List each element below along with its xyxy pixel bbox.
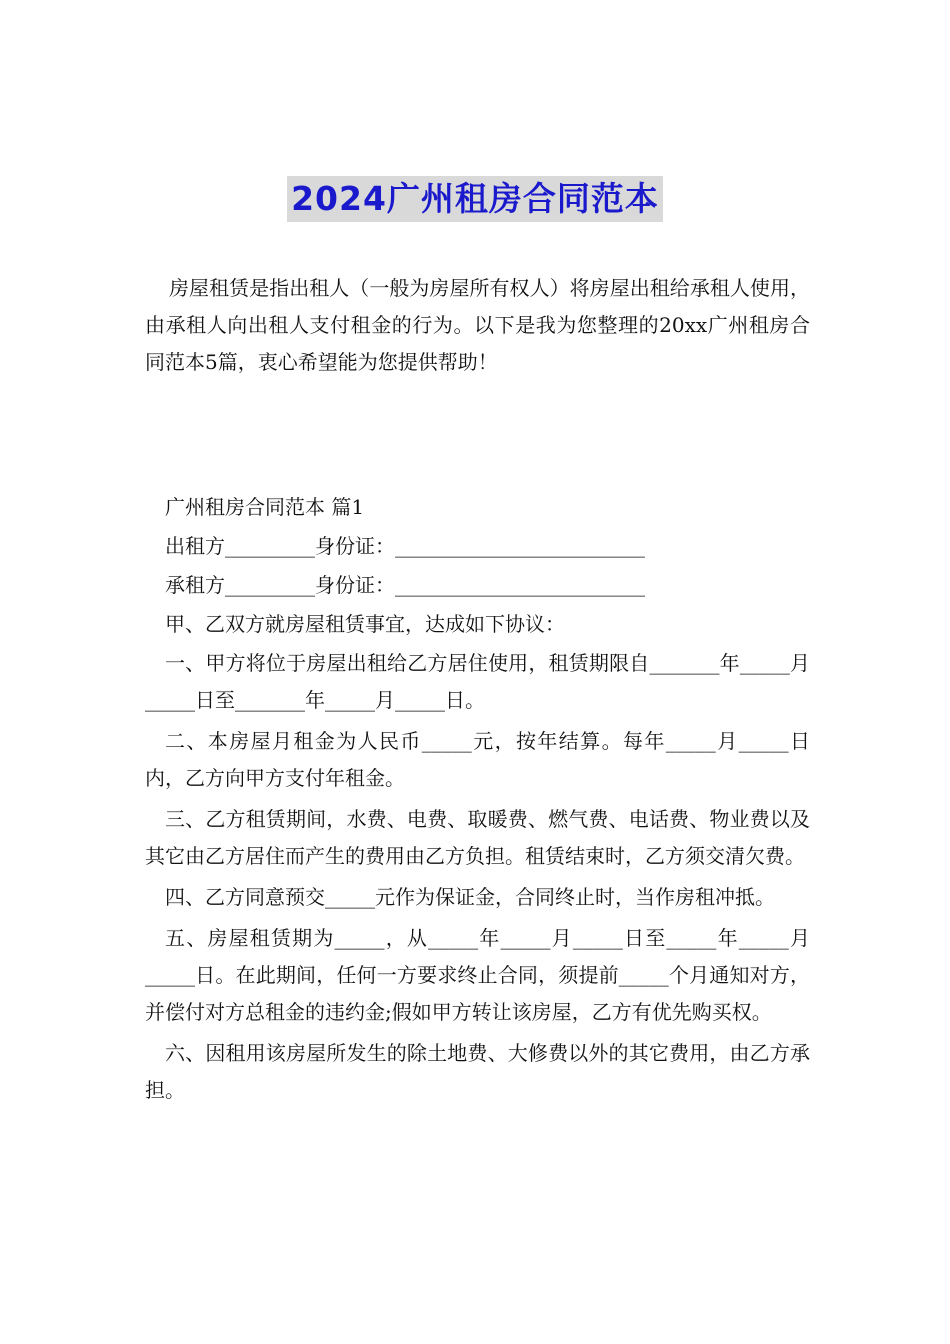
contract-body bbox=[145, 489, 810, 1109]
clause-4: 四、乙方同意预交_____元作为保证金，合同终止时，当作房租冲抵。 bbox=[165, 885, 775, 909]
section-heading: 广州租房合同范本 篇1 bbox=[165, 495, 365, 519]
clause-6: 六、因租用该房屋所发生的除土地费、大修费以外的其它费用，由乙方承担。 bbox=[145, 1041, 810, 1102]
lessor-line: 出租方_________身份证：_________________________ bbox=[165, 534, 645, 558]
agreement-intro: 甲、乙双方就房屋租赁事宜，达成如下协议： bbox=[165, 612, 565, 636]
title-container bbox=[0, 176, 950, 222]
clause-3: 三、乙方租赁期间，水费、电费、取暖费、燃气费、电话费、物业费以及其它由乙方居住而产生的费用由乙方负担。租赁结束时，乙方须交清欠费。 bbox=[145, 807, 810, 868]
document-title: 2024广州租房合同范本 bbox=[287, 176, 663, 222]
lessee-line: 承租方_________身份证：_________________________ bbox=[165, 573, 645, 597]
clause-5: 五、房屋租赁期为_____，从_____年_____月_____日至_____年_____月_____日。在此期间，任何一方要求终止合同，须提前_____个月通知对方，并偿付对方总租金的违约金;假如甲方转让该房屋，乙方有优先购买权。 bbox=[145, 926, 810, 1024]
clause-2: 二、本房屋月租金为人民币_____元，按年结算。每年_____月_____日内，乙方向甲方支付年租金。 bbox=[145, 729, 810, 790]
intro-paragraph: 房屋租赁是指出租人（一般为房屋所有权人）将房屋出租给承租人使用，由承租人向出租人支付租金的行为。以下是我为您整理的20xx广州租房合同范本5篇，衷心希望能为您提供帮助！ bbox=[145, 276, 810, 374]
clause-1: 一、甲方将位于房屋出租给乙方居住使用，租赁期限自_______年_____月_____日至_______年_____月_____日。 bbox=[145, 651, 810, 712]
